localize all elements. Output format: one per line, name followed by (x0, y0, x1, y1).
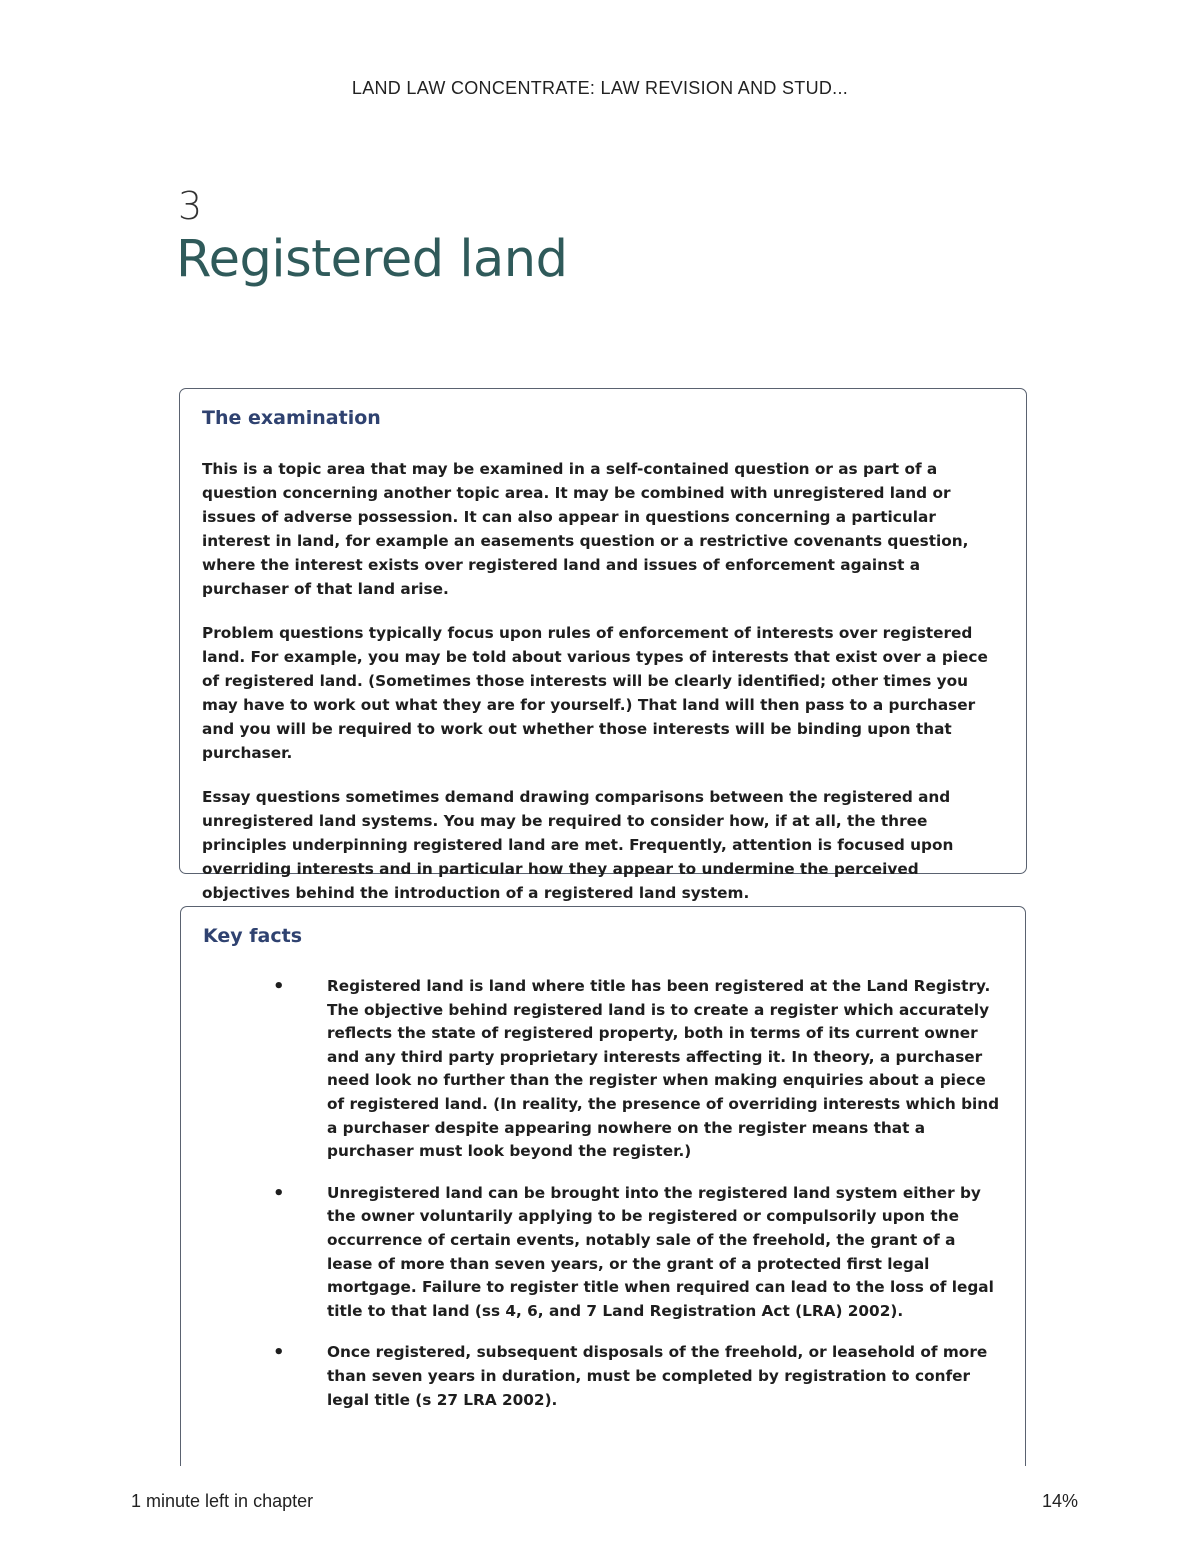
chapter-number: 3 (178, 184, 203, 228)
examination-paragraph: Essay questions sometimes demand drawing comparisons between the registered and unregistered land systems. You may be required to consider how, if at all, the three principles underpinning registered land are met. Frequently, attention is focused upon overriding interests and in particular how they appear to undermine the perceived objectives behind the introduction of a registered land system. (202, 788, 954, 902)
key-fact-text: Unregistered land can be brought into the registered land system either by the owner voluntarily applying to be registered or compulsorily upon the occurrence of certain events, notably sale of the freehold, the grant of a lease of more than seven years, or the grant of a protected first legal mortgage. Failure to register title when required can lead to the loss of legal title to that land (ss 4, 6, and 7 Land Registration Act (LRA) 2002). (327, 1183, 994, 1320)
key-fact-item (203, 975, 1003, 1164)
time-left-indicator: 1 minute left in chapter (131, 1491, 314, 1511)
bullet-icon: • (273, 976, 285, 997)
key-facts-heading: Key facts (203, 925, 303, 947)
examination-paragraph: This is a topic area that may be examined in a self-contained question or as part of a question concerning another topic area. It may be combined with unregistered land or issues of adverse possession. It can also appear in questions concerning a particular interest in land, for example an easements question or a restrictive covenants question, where the interest exists over registered land and issues of enforcement against a purchaser of that land arise. (202, 460, 969, 598)
chapter-title: Registered land (176, 230, 568, 289)
examination-heading: The examination (202, 407, 381, 429)
key-facts-box (180, 906, 1026, 1466)
examination-box (179, 388, 1027, 902)
key-fact-item (203, 1182, 1003, 1324)
reading-progress: 14% (1041, 1491, 1078, 1511)
key-facts-list (203, 975, 1003, 1412)
examination-paragraph: Problem questions typically focus upon rules of enforcement of interests over registered land. For example, you may be told about various types of interests that exist over a piece of registered land. (Sometimes those interests will be clearly identified; other times you may have to work out what they are for yourself.) That land will then pass to a purchaser and you will be required to work out whether those interests will be binding upon that purchaser. (202, 624, 988, 762)
bullet-icon: • (273, 1342, 285, 1364)
key-fact-item (203, 1341, 1003, 1412)
book-title: LAND LAW CONCENTRATE: LAW REVISION AND STUD... (351, 78, 849, 98)
bullet-icon: • (273, 1182, 285, 1204)
key-fact-text: Once registered, subsequent disposals of the freehold, or leasehold of more than seven years in duration, must be completed by registration to confer legal title (s 27 LRA 2002). (327, 1343, 988, 1409)
key-fact-text: Registered land is land where title has been registered at the Land Registry. The objective behind registered land is to create a register which accurately reflects the state of registered property, both in terms of its current owner and any third party proprietary interests affecting it. In theory, a purchaser need look no further than the register when making enquiries about a piece of registered land. (In reality, the presence of overriding interests which bind a purchaser despite appearing nowhere on the register means that a purchaser must look beyond the register.) (327, 977, 1000, 1161)
